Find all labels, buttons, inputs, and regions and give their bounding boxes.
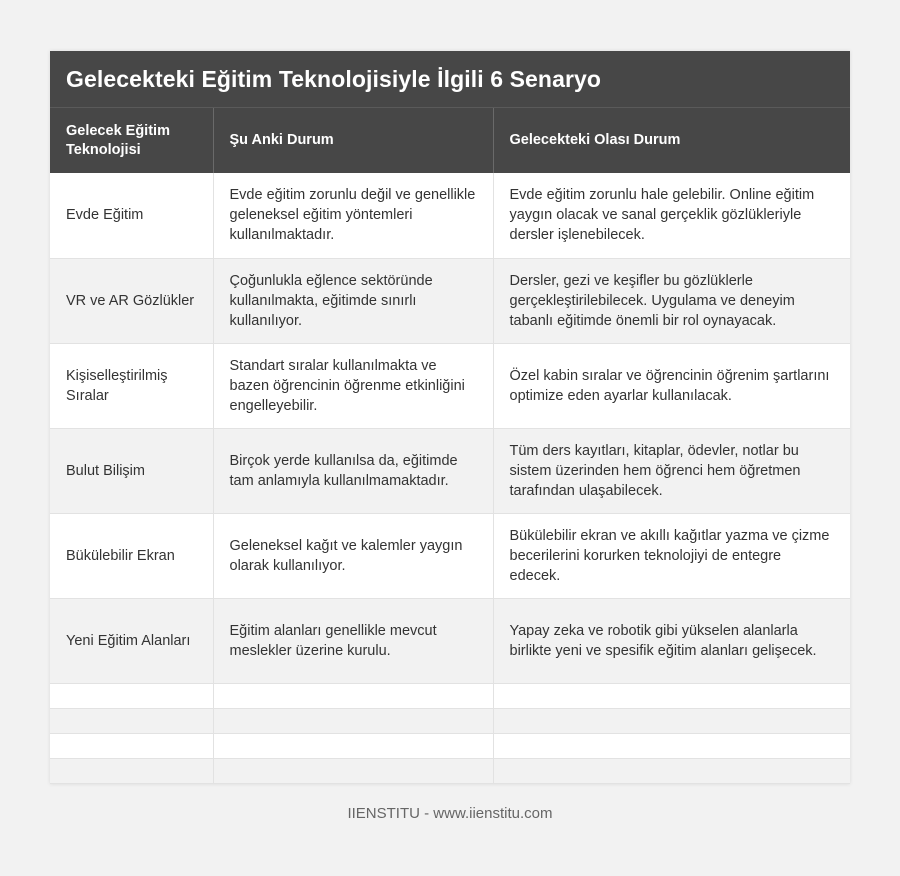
empty-table-row bbox=[50, 708, 850, 733]
table-card bbox=[50, 51, 850, 784]
table-row bbox=[50, 598, 850, 683]
cell-technology: Kişiselleştirilmiş Sıralar bbox=[50, 343, 213, 428]
empty-cell bbox=[213, 708, 493, 733]
empty-cell bbox=[50, 758, 213, 783]
cell-future-state: Bükülebilir ekran ve akıllı kağıtlar yazma ve çizme becerilerini korurken teknolojiyi de entegre edecek. bbox=[493, 513, 850, 598]
cell-current-state: Standart sıralar kullanılmakta ve bazen öğrencinin öğrenme etkinliğini engelleyebilir. bbox=[213, 343, 493, 428]
cell-future-state: Özel kabin sıralar ve öğrencinin öğrenim şartlarını optimize eden ayarlar kullanılacak. bbox=[493, 343, 850, 428]
cell-technology: Bulut Bilişim bbox=[50, 428, 213, 513]
table-title: Gelecekteki Eğitim Teknolojisiyle İlgili 6 Senaryo bbox=[66, 65, 602, 92]
empty-table-row bbox=[50, 733, 850, 758]
cell-current-state: Geleneksel kağıt ve kalemler yaygın olarak kullanılıyor. bbox=[213, 513, 493, 598]
empty-table-row bbox=[50, 758, 850, 783]
empty-cell bbox=[50, 683, 213, 708]
empty-cell bbox=[213, 733, 493, 758]
column-header-future-state: Gelecekteki Olası Durum bbox=[509, 132, 681, 148]
cell-technology: Bükülebilir Ekran bbox=[50, 513, 213, 598]
cell-technology: Yeni Eğitim Alanları bbox=[50, 598, 213, 683]
cell-current-state: Birçok yerde kullanılsa da, eğitimde tam anlamıyla kullanılmamaktadır. bbox=[213, 428, 493, 513]
cell-future-state: Tüm ders kayıtları, kitaplar, ödevler, notlar bu sistem üzerinden hem öğrenci hem öğretmen tarafından ulaşabilecek. bbox=[493, 428, 850, 513]
table-row bbox=[50, 428, 850, 513]
title-bar bbox=[50, 51, 850, 108]
cell-current-state: Evde eğitim zorunlu değil ve genellikle geleneksel eğitim yöntemleri kullanılmaktadır. bbox=[213, 173, 493, 258]
column-header-technology: Gelecek Eğitim Teknolojisi bbox=[50, 108, 213, 173]
cell-technology: VR ve AR Gözlükler bbox=[50, 258, 213, 343]
empty-cell bbox=[213, 683, 493, 708]
table-row bbox=[50, 513, 850, 598]
table-row bbox=[50, 343, 850, 428]
empty-cell bbox=[493, 708, 850, 733]
table-row bbox=[50, 258, 850, 343]
empty-cell bbox=[493, 733, 850, 758]
table-row bbox=[50, 173, 850, 258]
empty-cell bbox=[50, 708, 213, 733]
empty-table-row bbox=[50, 683, 850, 708]
column-header-current-state: Şu Anki Durum bbox=[213, 108, 493, 173]
cell-future-state: Dersler, gezi ve keşifler bu gözlüklerle gerçekleştirilebilecek. Uygulama ve deneyim tabanlı eğitimde önemli bir rol oynayacak. bbox=[493, 258, 850, 343]
table-header-row bbox=[50, 108, 850, 173]
scenario-table bbox=[50, 108, 850, 784]
empty-cell bbox=[493, 683, 850, 708]
empty-cell bbox=[213, 758, 493, 783]
cell-future-state: Evde eğitim zorunlu hale gelebilir. Online eğitim yaygın olacak ve sanal gerçeklik gözlükleriyle dersler işlenebilecek. bbox=[493, 173, 850, 258]
footer-credit: IIENSTITU - www.iienstitu.com bbox=[347, 805, 553, 822]
cell-technology: Evde Eğitim bbox=[50, 173, 213, 258]
empty-cell bbox=[50, 733, 213, 758]
cell-current-state: Çoğunlukla eğlence sektöründe kullanılmakta, eğitimde sınırlı kullanılıyor. bbox=[213, 258, 493, 343]
empty-cell bbox=[493, 758, 850, 783]
cell-future-state: Yapay zeka ve robotik gibi yükselen alanlarla birlikte yeni ve spesifik eğitim alanları gelişecek. bbox=[493, 598, 850, 683]
cell-current-state: Eğitim alanları genellikle mevcut meslekler üzerine kurulu. bbox=[213, 598, 493, 683]
